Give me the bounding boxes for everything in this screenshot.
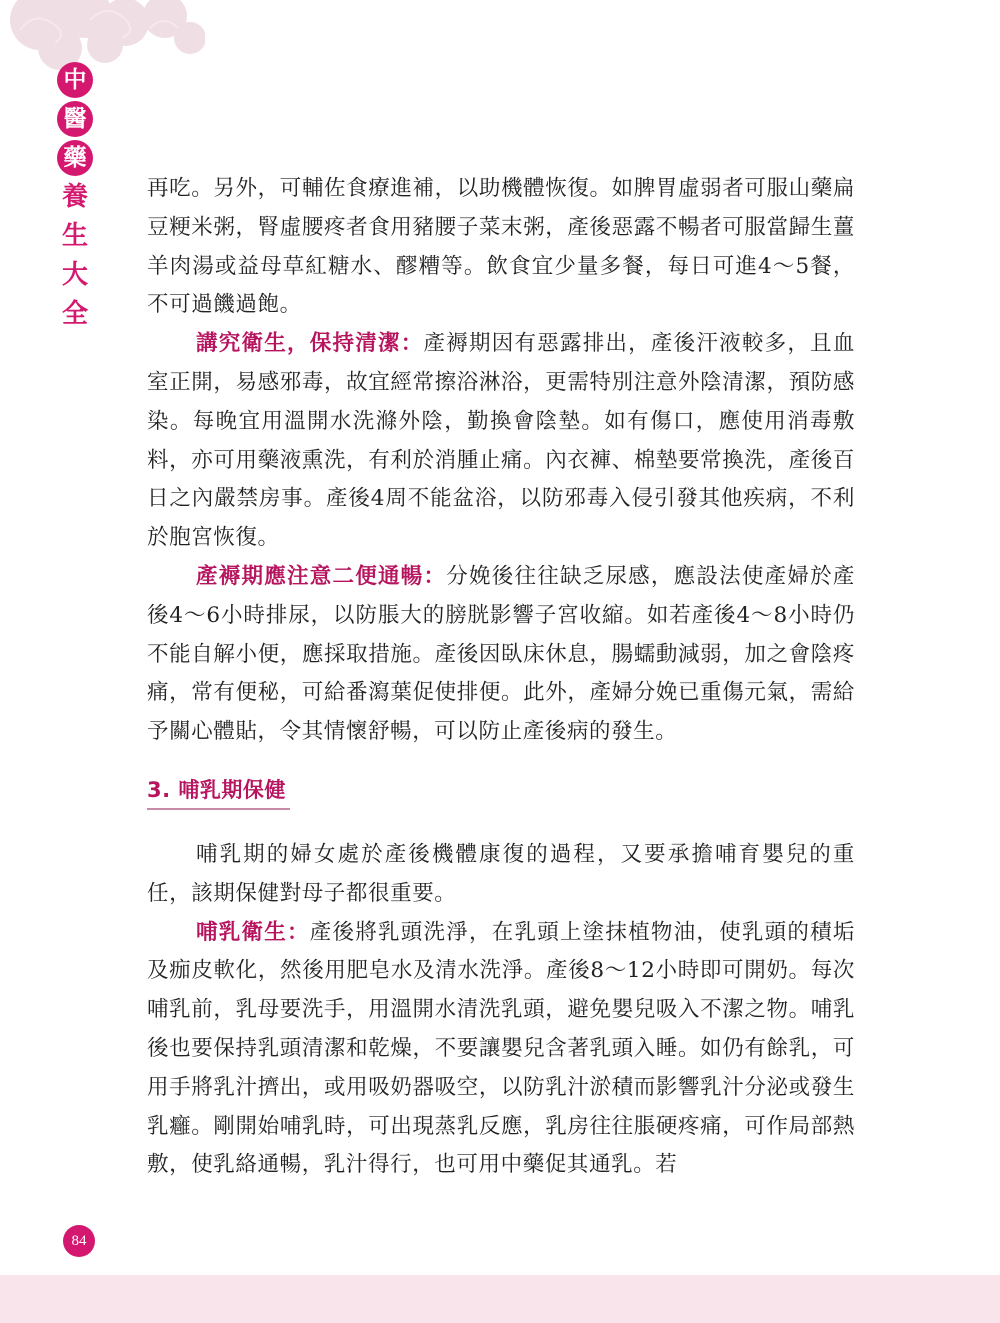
paragraph-lactation-intro: 哺乳期的婦女處於產後機體康復的過程，又要承擔哺育嬰兒的重任，該期保健對母子都很重要。	[147, 841, 855, 906]
title-char: 醫	[57, 101, 93, 137]
paragraph-excretion	[147, 558, 855, 752]
paragraph-text: 分娩後往往缺乏尿感，應設法使產婦於產後4～6小時排尿，以防脹大的膀胱影響子宮收縮。如若產後4～8小時仍不能自解小便，應採取措施。產後因臥床休息，腸蠕動減弱，加之會陰疼痛，常有便秘，可給番瀉葉促使排便。此外，產婦分娩已重傷元氣，需給予關心體貼，令其情懷舒暢，可以防止產後病的發生。	[147, 563, 855, 745]
footer-band	[0, 1275, 1000, 1323]
paragraph-diet: 再吃。另外，可輔佐食療進補，以助機體恢復。如脾胃虛弱者可服山藥扁豆粳米粥，腎虛腰疼者食用豬腰子菜末粥，產後惡露不暢者可服當歸生薑羊肉湯或益母草紅糖水、醪糟等。飲食宜少量多餐，每日可進4～5餐，不可過饑過飽。	[147, 176, 855, 318]
section-heading: 3. 哺乳期保健	[147, 774, 290, 810]
paragraph-text: 產褥期因有惡露排出，產後汗液較多，且血室正開，易感邪毒，故宜經常擦浴淋浴，更需特別注意外陰清潔，預防感染。每晚宜用溫開水洗滌外陰，勤換會陰墊。如有傷口，應使用消毒敷料，亦可用藥液熏洗，有利於消腫止痛。內衣褲、棉墊要常換洗，產後百日之內嚴禁房事。產後4周不能盆浴，以防邪毒入侵引發其他疾病，不利於胞宮恢復。	[147, 331, 855, 551]
paragraph-heading: 哺乳衛生：	[196, 919, 310, 945]
page-number: 84	[63, 1225, 95, 1257]
cloud-ornament	[0, 0, 205, 90]
title-char: 全	[61, 299, 88, 329]
book-title-vertical	[55, 62, 95, 335]
paragraph-text: 產後將乳頭洗淨，在乳頭上塗抹植物油，使乳頭的積垢及痂皮軟化，然後用肥皂水及清水洗淨。產後8～12小時即可開奶。每次哺乳前，乳母要洗手，用溫開水清洗乳頭，避免嬰兒吸入不潔之物。哺乳後也要保持乳頭清潔和乾燥，不要讓嬰兒含著乳頭入睡。如仍有餘乳，可用手將乳汁擠出，或用吸奶器吸空，以防乳汁淤積而影響乳汁分泌或發生乳癰。剛開始哺乳時，可出現蒸乳反應，乳房往往脹硬疼痛，可作局部熱敷，使乳絡通暢，乳汁得行，也可用中藥促其通乳。若	[147, 919, 855, 1178]
paragraph-heading: 產褥期應注意二便通暢：	[196, 563, 447, 589]
title-char: 養	[61, 182, 88, 212]
paragraph-hygiene	[147, 325, 855, 558]
paragraph-breastfeeding-hygiene	[147, 914, 855, 1186]
title-char: 大	[61, 260, 88, 290]
main-content	[147, 170, 855, 1185]
title-char: 生	[61, 221, 88, 251]
title-char: 藥	[57, 140, 93, 176]
paragraph-heading: 講究衛生，保持清潔：	[196, 331, 424, 357]
title-char: 中	[57, 62, 93, 98]
